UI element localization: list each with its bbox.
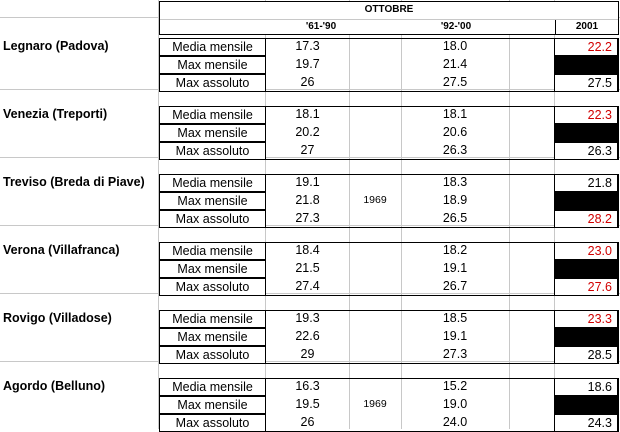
value-1992-2000: 19.1	[442, 261, 468, 275]
station-name: Treviso (Breda di Piave)	[3, 175, 145, 189]
value-1961-1990: 27.4	[295, 279, 320, 293]
station-block	[159, 106, 619, 160]
value-1961-1990: 26	[300, 415, 315, 429]
value-1961-1990: 26	[300, 75, 315, 89]
value-2001-missing	[554, 260, 618, 278]
station-name: Verona (Villafranca)	[3, 243, 120, 257]
table-row	[159, 396, 619, 414]
value-1992-2000: 24.0	[442, 415, 468, 429]
record-year	[349, 74, 401, 92]
row-label: Max mensile	[159, 124, 266, 142]
value-2001: 21.8	[554, 174, 618, 192]
table-row	[159, 310, 619, 328]
value-1992-2000: 27.3	[442, 347, 468, 361]
record-year	[349, 242, 401, 260]
table-row	[159, 260, 619, 278]
value-1992-2000: 18.5	[442, 311, 468, 325]
period-1961-1990: '61-'90	[305, 21, 337, 32]
table-row	[159, 142, 619, 160]
record-year	[349, 56, 401, 74]
value-1992-2000: 18.3	[442, 175, 468, 189]
value-2001-missing	[554, 396, 618, 414]
value-1992-2000: 26.7	[442, 279, 468, 293]
table-row	[159, 210, 619, 228]
value-1961-1990: 22.6	[295, 329, 320, 343]
row-label: Max assoluto	[159, 74, 266, 92]
year-2001: 2001	[575, 21, 599, 32]
value-1961-1990: 21.5	[295, 261, 320, 275]
row-label: Media mensile	[159, 174, 266, 192]
value-1961-1990: 20.2	[295, 125, 320, 139]
row-label: Max assoluto	[159, 142, 266, 160]
value-2001: 22.3	[554, 106, 618, 124]
value-1992-2000: 18.9	[442, 193, 468, 207]
record-year	[349, 278, 401, 296]
record-year	[349, 346, 401, 364]
record-year	[349, 38, 401, 56]
table-row	[159, 106, 619, 124]
value-2001: 22.2	[554, 38, 618, 56]
station-name: Venezia (Treporti)	[3, 107, 108, 121]
value-1992-2000: 18.2	[442, 243, 468, 257]
table-row	[159, 174, 619, 192]
table-row	[159, 124, 619, 142]
row-label: Max assoluto	[159, 278, 266, 296]
value-1992-2000: 26.5	[442, 211, 468, 225]
table-row	[159, 192, 619, 210]
row-label: Media mensile	[159, 378, 266, 396]
value-1992-2000: 20.6	[442, 125, 468, 139]
record-year	[349, 210, 401, 228]
value-1961-1990: 29	[300, 347, 315, 361]
value-1961-1990: 18.4	[295, 243, 320, 257]
row-label: Max mensile	[159, 396, 266, 414]
table-row	[159, 414, 619, 432]
value-1992-2000: 15.2	[442, 379, 468, 393]
value-2001-missing	[554, 192, 618, 210]
station-name: Legnaro (Padova)	[3, 39, 109, 53]
row-label: Media mensile	[159, 38, 266, 56]
value-1992-2000: 19.1	[442, 329, 468, 343]
value-1961-1990: 18.1	[295, 107, 320, 121]
record-year	[349, 142, 401, 160]
value-2001: 23.0	[554, 242, 618, 260]
row-label: Media mensile	[159, 106, 266, 124]
value-2001: 27.5	[554, 74, 618, 92]
row-label: Max mensile	[159, 192, 266, 210]
value-2001-missing	[554, 124, 618, 142]
value-2001: 23.3	[554, 310, 618, 328]
station-block	[159, 310, 619, 364]
value-1961-1990: 19.1	[295, 175, 320, 189]
record-year	[349, 260, 401, 278]
value-2001: 18.6	[554, 378, 618, 396]
value-1961-1990: 27	[300, 143, 315, 157]
value-2001: 28.2	[554, 210, 618, 228]
record-year	[349, 310, 401, 328]
period-1992-2000: '92-'00	[440, 21, 472, 32]
table-row	[159, 74, 619, 92]
station-name: Agordo (Belluno)	[3, 379, 106, 393]
value-2001-missing	[554, 328, 618, 346]
table-row	[159, 38, 619, 56]
record-year	[349, 106, 401, 124]
station-name: Rovigo (Villadose)	[3, 311, 112, 325]
value-1992-2000: 19.0	[442, 397, 468, 411]
value-2001: 26.3	[554, 142, 618, 160]
row-label: Max assoluto	[159, 346, 266, 364]
period-header-row	[160, 19, 618, 35]
table-row	[159, 328, 619, 346]
value-1961-1990: 17.3	[295, 39, 320, 53]
station-block	[159, 38, 619, 92]
record-year	[349, 124, 401, 142]
value-1992-2000: 18.1	[442, 107, 468, 121]
value-1992-2000: 18.0	[442, 39, 468, 53]
value-2001-missing	[554, 56, 618, 74]
value-1992-2000: 27.5	[442, 75, 468, 89]
value-1961-1990: 21.8	[295, 193, 320, 207]
table-header	[159, 1, 619, 35]
station-block	[159, 174, 619, 228]
value-2001: 28.5	[554, 346, 618, 364]
value-1961-1990: 27.3	[295, 211, 320, 225]
record-year: 1969	[363, 194, 387, 206]
row-label: Max mensile	[159, 328, 266, 346]
value-2001: 24.3	[554, 414, 618, 432]
row-label: Media mensile	[159, 242, 266, 260]
row-label: Max assoluto	[159, 414, 266, 432]
row-label: Max mensile	[159, 260, 266, 278]
record-year	[349, 378, 401, 396]
value-1961-1990: 19.3	[295, 311, 320, 325]
row-label: Max assoluto	[159, 210, 266, 228]
record-year: 1969	[363, 398, 387, 410]
value-2001: 27.6	[554, 278, 618, 296]
record-year	[349, 414, 401, 432]
station-block	[159, 242, 619, 296]
record-year	[349, 174, 401, 192]
record-year	[349, 328, 401, 346]
table-row	[159, 278, 619, 296]
value-1992-2000: 26.3	[442, 143, 468, 157]
value-1961-1990: 19.5	[295, 397, 320, 411]
table-row	[159, 346, 619, 364]
value-1961-1990: 19.7	[295, 57, 320, 71]
row-label: Max mensile	[159, 56, 266, 74]
month-title: OTTOBRE	[364, 4, 414, 15]
table-row	[159, 242, 619, 260]
value-1961-1990: 16.3	[295, 379, 320, 393]
row-label: Media mensile	[159, 310, 266, 328]
station-block	[159, 378, 619, 432]
table-row	[159, 56, 619, 74]
value-1992-2000: 21.4	[442, 57, 468, 71]
table-row	[159, 378, 619, 396]
